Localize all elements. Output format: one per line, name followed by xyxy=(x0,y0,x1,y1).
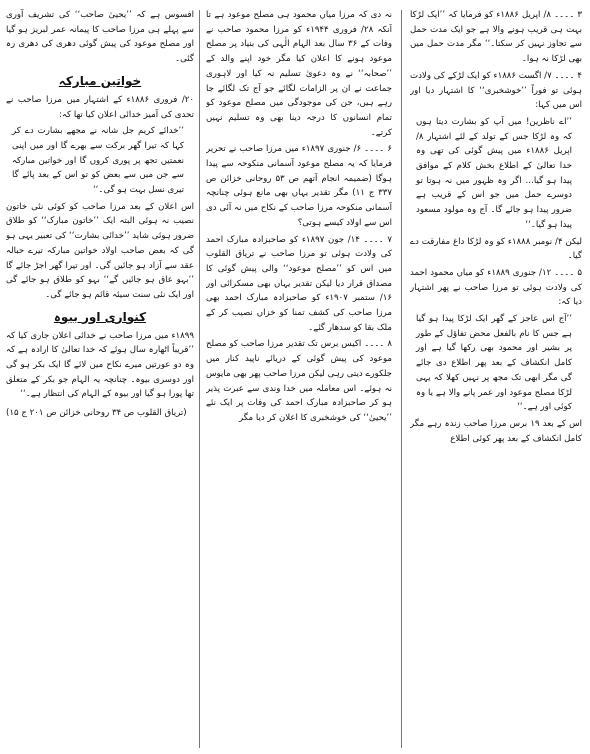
paragraph: ۸ ۔۔۔۔ اکیس برس تک تقدیر مرزا صاحب کو مصلح موعود کی پیش گوئی کے دریائے ناپید کنار میں جلکورے دیتی رہی لیکن مرزا صاحب پھر بھی مایوس نہ ہوئے۔ اس معاملہ میں خدا وندی سے عبرت پذیر ہو کر صاحبزادہ مبارک احمد کی وفات پر ایک نئے ’’یحییٰ‘‘ کی خوشخبری کا اعلان کر دیا مگر xyxy=(206,339,392,423)
paragraph: ۷ ۔۔۔۔ ۱۴/ جون ۱۸۹۷ء کو صاحبزادہ مبارک احمد کی ولادت ہوئی تو مرزا صاحب نے تریاق القلوب میں اس کو ’’مصلح موعود‘‘ والی پیش گوئی کا مصداق قرار دیا لیکن تقدیر یہاں بھی مسکرائی اور ۱۶/ ستمبر ۱۹۰۷ء کو صاحبزادہ مبارک احمد بھی مرزا صاحب کی کشف تمنا کو خزاں نصیب کر کے ملک بقا کو سدھار گئے۔ xyxy=(206,234,392,333)
paragraph: ۵ ۔۔۔۔ ۱۲/ جنوری ۱۸۸۹ء کو میاں محمود احمد کی ولادت ہوئی تو مرزا صاحب نے پھر اشتہار دیا کہ: xyxy=(410,267,582,308)
paragraph: لیکن ۴/ نومبر ۱۸۸۸ء کو وہ لڑکا داغ مفارقت دے گیا۔ xyxy=(410,236,582,262)
paragraph: نہ دی کہ مرزا میاں محمود ہی مصلح موعود ہے تا آنکہ ۲۸/ فروری ۱۹۴۴ء کو مرزا محمود صاحب نے وفات کے ۳۶ سال بعد الہام الٰہی کی بنیاد پر مصلح موعود ہونے کا اعلان کیا مگر خود اپنے والد کے ’’صحابہ‘‘ نے وہ دعویٰ تسلیم نہ کیا اور لاہوری جماعت نے ان پر الزامات لگائے جو آج تک لگائے جا رہے ہیں، جن کی موجودگی میں مصلح موعود کو تمام انسانوں کا درجہ دینا بھی وہ تسلیم نہیں کرتے۔ xyxy=(206,10,392,138)
quotation: ’’اے ناظرین! میں آپ کو بشارت دیتا ہوں کہ وہ لڑکا جس کے تولد کے لئے اشتہار ۸/ اپریل ۱۸۸۶ء میں پیش گوئی کی تھی وہ خدا تعالیٰ کے اطلاع بخش کلام کے موافق پیدا ہو گیا… اگر وہ ظہور میں نہ ہوتا تو دوسرے حمل میں جو اس کے قریب ہے ضرور پیدا ہو جائے گا۔ آج وہ مولود مسعود پیدا ہو گیا۔‘‘ xyxy=(416,116,572,230)
paragraph: اس کے بعد ۱۹ برس مرزا صاحب زندہ رہے مگر کامل انکشاف کے بعد پھر کوئی اطلاع xyxy=(410,418,582,444)
column-divider xyxy=(199,10,200,748)
paragraph: ۱۸۹۹ء میں مرزا صاحب نے خدائی اعلان جاری کیا کہ ’’قریباً اٹھارہ سال ہوئے کہ خدا تعالیٰ کا ارادہ ہے کہ وہ دو عورتیں میرے نکاح میں لائے گا ایک بکر ہو گی اور دوسری بیوہ۔ چنانچہ یہ الہام جو بکر کے متعلق تھا پورا ہو گیا اور بیوہ کے الہام کی انتظار ہے۔‘‘ xyxy=(6,330,194,400)
paragraph: اس اعلان کے بعد مرزا صاحب کو کوئی نئی خاتون نصیب نہ ہوئی البتہ ایک ’’خاتون مبارک‘‘ کو طلاق ضرور ہوئی شاید ’’خدائی بشارت‘‘ کی تعبیر یہی ہو گی کہ بعض صاحب اولاد خواتین مبارکہ تیرے حبالہ عقد سے آزاد ہو جائیں گی۔ اور تیرا گھر اجڑ جائے گا ’’بہو عاق ہو جائیں گے‘‘ بہو کو طلاق ہو جائے گی اور ایک نئی سنت سیئہ قائم ہو جائے گی۔ xyxy=(6,201,194,300)
paragraph: افسوس ہے کہ ’’یحییٰ صاحب‘‘ کی تشریف آوری سے پہلے ہی مرزا صاحب کا پیمانہ عمر لبریز ہو گیا اور مصلح موعود کی پیش گوئی دھری کی دھری رہ گئی۔ xyxy=(6,10,194,65)
section-heading: کنواری اور بیوہ xyxy=(53,309,147,324)
column-left xyxy=(6,8,194,748)
paragraph: ۶ ۔۔۔۔ ۶/ جنوری ۱۸۹۷ء میں مرزا صاحب نے تحریر فرمایا کہ یہ مصلح موعود آسمانی منکوحہ سے پیدا ہوگا (ضمیمہ انجام آتھم ص ۵۳ روحانی خزائن ص ۳۳۷ ج ۱۱) مگر تقدیر یہاں بھی مانع ہوئی چنانچہ آسمانی منکوحہ مرزا صاحب کے نکاح میں نہ آئی دی اس سے اولاد کیسے ہوتی؟ xyxy=(206,144,392,228)
section-heading: خواتین مبارکہ xyxy=(58,73,142,88)
quotation: ’’خدائے کریم جل شانہ نے مجھے بشارت دے کر کہا کہ تیرا گھر برکت سے بھرے گا اور میں اپنی نعمتیں تجھ پر پوری کروں گا اور خواتین مبارکہ سے جن میں سے بعض کو تو اس کے بعد پائے گا تیری نسل بہت ہو گی۔‘‘ xyxy=(12,126,184,196)
citation: (تریاق القلوب ص ۳۴ روحانی خزائن ص ۲۰۱ ج ۱۵) xyxy=(6,408,187,419)
column-divider xyxy=(401,10,402,748)
paragraph: ۴ ۔۔۔۔ ۷/ اگست ۱۸۸۶ء کو ایک لڑکے کی ولادت ہوئی تو فوراً ’’خوشخبری‘‘ کا اشتہار دیا اور اس میں کہا: xyxy=(410,70,582,111)
column-middle xyxy=(206,8,392,748)
paragraph: ۲۰/ فروری ۱۸۸۶ء کے اشتہار میں مرزا صاحب نے تحدی کی آمیز خدائی اعلان کیا تھا کہ: xyxy=(6,94,194,120)
column-right xyxy=(410,8,582,748)
quotation: ’’آج اس عاجز کے گھر ایک لڑکا پیدا ہو گیا ہے جس کا نام بالفعل محض تفاؤل کے طور پر بشیر اور محمود بھی رکھا گیا ہے اور کامل انکشاف کے بعد پھر اطلاع دی جائے گی مگر ابھی تک مجھ پر نہیں کھلا کہ یہی لڑکا مصلح موعود اور عمر پانے والا ہے یا وہ کوئی اور ہے۔‘‘ xyxy=(416,314,572,413)
paragraph: ۳ ۔۔۔۔ ۸/ اپریل ۱۸۸۶ء کو فرمایا کہ ’’ایک لڑکا بہت ہی قریب ہونے والا ہے جو ایک مدت حمل سے تجاوز نہیں کر سکتا۔‘‘ مگر مدت حمل میں بھی لڑکا نہ ہوا۔ xyxy=(410,10,582,65)
